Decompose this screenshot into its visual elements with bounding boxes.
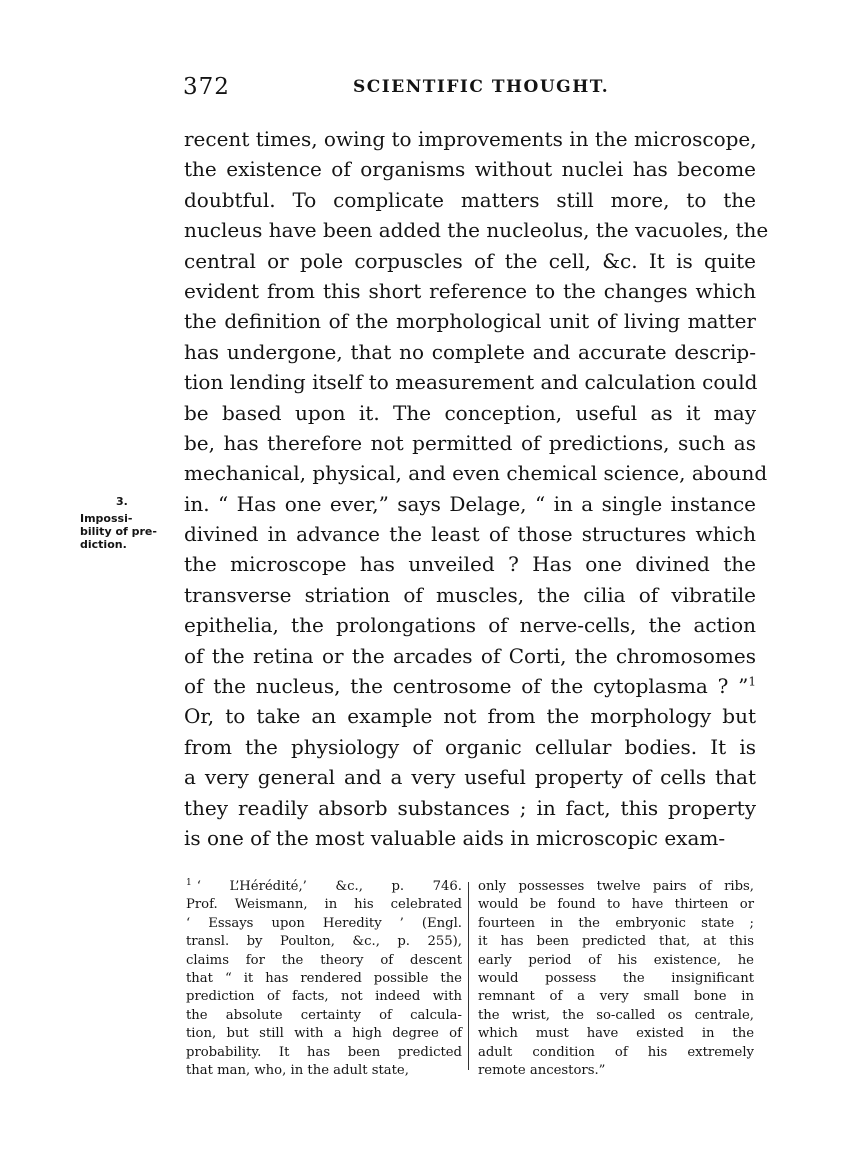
footnote-column-left: [186, 878, 462, 1080]
body-line: is one of the most valuable aids in microscopic exam-: [184, 825, 726, 850]
footnote-line: early period of his existence, he: [478, 952, 754, 968]
body-line: a very general and a very useful property of cells that: [184, 765, 756, 790]
footnote-line: fourteen in the embryonic state ;: [478, 915, 754, 931]
body-line: tion lending itself to measurement and calculation could: [184, 370, 758, 395]
body-line: has undergone, that no complete and accurate descrip-: [184, 339, 756, 364]
footnote-line: prediction of facts, not indeed with: [186, 989, 462, 1005]
footnote-line: remnant of a very small bone in: [478, 989, 754, 1005]
footnote-line: ‘ Essays upon Heredity ’ (Engl.: [186, 915, 462, 931]
footnote-line: that man, who, in the adult state,: [186, 1062, 409, 1078]
footnote-line: adult condition of his extremely: [478, 1044, 754, 1060]
footnote-line: which must have existed in the: [478, 1026, 754, 1042]
body-line: doubtful. To complicate matters still more, to the: [184, 187, 756, 212]
footnote-line-with-marker: [186, 878, 462, 896]
body-line: Or, to take an example not from the morphology but: [184, 704, 756, 729]
body-line: of the retina or the arcades of Corti, the chromosomes: [184, 643, 756, 668]
footnote-line: that “ it has rendered possible the: [186, 970, 462, 986]
footnote-line: the wrist, the so-called os centrale,: [478, 1007, 754, 1023]
body-line: epithelia, the prolongations of nerve-cells, the action: [184, 613, 756, 638]
body-line: nucleus have been added the nucleolus, the vacuoles, the: [184, 218, 769, 243]
body-line: the microscope has unveiled ? Has one divined the: [184, 552, 756, 577]
footnote-marker: 1: [186, 877, 192, 888]
body-line: they readily absorb substances ; in fact, this property: [184, 795, 756, 820]
footnote-line: only possesses twelve pairs of ribs,: [478, 879, 754, 894]
body-line: the existence of organisms without nuclei has become: [184, 157, 756, 182]
footnotes: [186, 878, 756, 1078]
footnote-line: would possess the insignificant: [478, 970, 754, 986]
body-line: transverse striation of muscles, the cilia of vibratile: [184, 582, 756, 607]
footnote-line: probability. It has been predicted: [186, 1044, 462, 1060]
body-line: recent times, owing to improvements in the microscope,: [184, 127, 757, 151]
marginal-note-line: bility of pre-: [80, 525, 157, 538]
marginal-note-line: Impossi-: [80, 512, 133, 525]
footnote-line: remote ancestors.”: [478, 1062, 606, 1078]
body-line-with-footnote-ref: [184, 671, 756, 701]
body-line: be based upon it. The conception, useful as it may: [184, 400, 756, 425]
footnote-line: Prof. Weismann, in his celebrated: [186, 897, 462, 913]
body-line: evident from this short reference to the changes which: [184, 278, 756, 303]
footnote-line: would be found to have thirteen or: [478, 897, 754, 913]
marginal-note: [80, 495, 178, 551]
footnote-line: it has been predicted that, at this: [478, 934, 754, 950]
footnote-column-divider: [468, 882, 469, 1070]
running-head: SCIENTIFIC THOUGHT.: [353, 77, 610, 97]
marginal-note-line: diction.: [80, 538, 127, 551]
body-line: divined in advance the least of those structures which: [184, 522, 756, 547]
footnote-line: the absolute certainty of calcula-: [186, 1007, 462, 1023]
body-line: from the physiology of organic cellular bodies. It is: [184, 734, 756, 759]
body-line: the definition of the morphological unit of living matter: [184, 309, 756, 334]
footnote-line-text: ‘ L’Hérédité,’ &c., p. 746.: [196, 879, 462, 894]
page-header: [183, 74, 755, 104]
body-line: mechanical, physical, and even chemical science, abound: [184, 461, 768, 486]
footnote-column-right: [478, 878, 754, 1080]
footnote-reference: 1: [748, 674, 756, 689]
body-line-text: of the nucleus, the centrosome of the cytoplasma ? ”: [184, 674, 749, 699]
footnote-line: transl. by Poulton, &c., p. 255),: [186, 934, 462, 950]
body-line: be, has therefore not permitted of predictions, such as: [184, 430, 756, 455]
page-number: 372: [183, 74, 230, 100]
body-line: in. “ Has one ever,” says Delage, “ in a single instance: [184, 491, 756, 516]
body-text: [184, 124, 769, 853]
footnote-line: tion, but still with a high degree of: [186, 1026, 462, 1042]
footnote-line: claims for the theory of descent: [186, 952, 462, 968]
body-line: central or pole corpuscles of the cell, &c. It is quite: [184, 248, 756, 273]
marginal-note-number: 3.: [116, 495, 128, 508]
